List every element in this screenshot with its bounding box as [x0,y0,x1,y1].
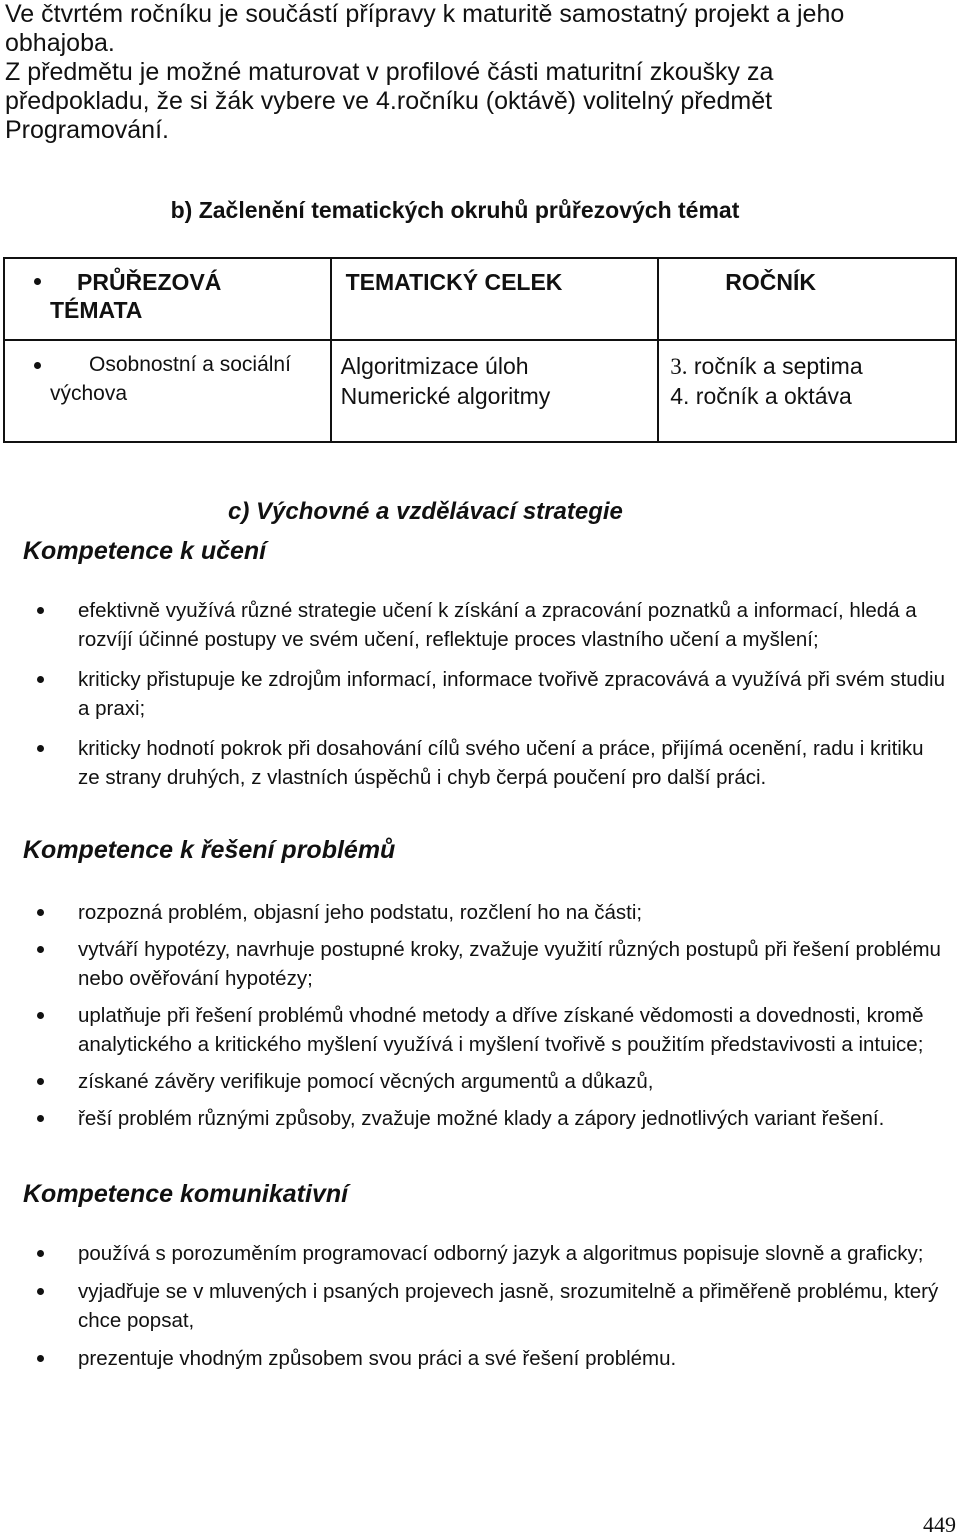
year-line1-number: 3. [670,354,688,379]
bullet-icon [37,607,44,614]
competence-title-communicative: Kompetence komunikativní [23,1180,349,1208]
section-c-title: c) Výchovné a vzdělávací strategie [228,498,623,525]
list-item-text: efektivně využívá různé strategie učení k získání a zpracování poznatků a informací, hledá a rozvíjí účinné postupy ve svém učení, reflektuje proces vlastního učení a myšlení; [78,599,917,651]
list-item-text: řeší problém různými způsoby, zvažuje možné klady a zápory jednotlivých variant řešení. [78,1107,885,1130]
cell-year [658,340,956,442]
page-number: 449 [923,1512,956,1537]
unit-line2: Numerické algoritmy [340,383,551,409]
year-line1 [670,353,862,380]
bullet-icon [37,1288,44,1295]
bullet-icon [37,1355,44,1362]
header-unit-label: TEMATICKÝ CELEK [345,269,563,295]
list-item-text: získané závěry verifikuje pomocí věcných argumentů a důkazů, [78,1070,654,1093]
intro-text [5,0,905,145]
list-item [0,1001,960,1059]
competence-list-learning [0,596,960,792]
list-item [0,596,960,654]
bullet-icon [37,1078,44,1085]
bullet-icon [37,1012,44,1019]
cell-unit [331,340,659,442]
table-header-row [4,258,956,340]
header-topics-line2: TÉMATA [50,297,143,323]
bullet-icon [34,278,41,285]
list-item [0,1239,960,1268]
table-row [4,340,956,442]
header-cell-topics [4,258,331,340]
list-item-text: uplatňuje při řešení problémů vhodné metody a dříve získané vědomosti a dovednosti, kromě analytického a kritického myšlení využívá i myšlení tvořivě s použitím představivosti a intuice; [78,1004,924,1056]
list-item-text: vytváří hypotézy, navrhuje postupné kroky, zvažuje využití různých postupů při řešení problému nebo ověřování hypotézy; [78,938,941,990]
competence-title-learning: Kompetence k učení [23,537,267,565]
bullet-icon [37,676,44,683]
list-item [0,1277,960,1335]
competence-title-problem-solving: Kompetence k řešení problémů [23,836,396,864]
list-item [0,935,960,993]
list-item-text: kriticky přistupuje ke zdrojům informací, informace tvořivě zpracovává a využívá při svém studiu a praxi; [78,668,946,720]
header-topics-line1: PRŮŘEZOVÁ [77,269,222,295]
list-item-text: používá s porozuměním programovací odborný jazyk a algoritmus popisuje slovně a graficky; [78,1242,924,1265]
bullet-icon [37,1250,44,1257]
cell-topic [4,340,331,442]
list-item-text: kriticky hodnotí pokrok při dosahování cílů svého učení a práce, přijímá ocenění, radu i kritiku ze strany druhých, z vlastních úspěchů i chyb čerpá poučení pro další práci. [78,737,924,789]
intro-paragraph-1: Ve čtvrtém ročníku je součástí přípravy k maturitě samostatný projekt a jeho obhajoba. [5,0,845,57]
bullet-icon [37,745,44,752]
bullet-icon [37,909,44,916]
header-cell-year [658,258,956,340]
topic-line2: výchova [50,382,128,405]
topic-line1: Osobnostní a sociální [89,353,291,376]
list-item [0,1344,960,1373]
bullet-icon [37,1115,44,1122]
list-item-text: prezentuje vhodným způsobem svou práci a své řešení problému. [78,1347,677,1370]
section-b-title: b) Začlenění tematických okruhů průřezových témat [170,197,740,223]
header-cell-unit [331,258,659,340]
year-line1-text: ročník a septima [687,353,863,379]
intro-paragraph-2: Z předmětu je možné maturovat v profilové části maturitní zkoušky za předpokladu, že si žák vybere ve 4.ročníku (oktávě) volitelný předmět Programování. [5,58,774,144]
list-item [0,1067,960,1096]
list-item-text: vyjadřuje se v mluvených i psaných projevech jasně, srozumitelně a přiměřeně problému, který chce popsat, [78,1280,939,1332]
list-item [0,734,960,792]
list-item [0,665,960,723]
cross-curricular-table [3,257,957,443]
competence-list-problem-solving [0,898,960,1133]
list-item [0,898,960,927]
list-item-text: rozpozná problém, objasní jeho podstatu, rozčlení ho na části; [78,901,643,924]
section-b-heading [0,197,960,224]
unit-line1: Algoritmizace úloh [340,353,529,379]
header-year-label: ROČNÍK [725,269,816,295]
year-line2: 4. ročník a oktáva [670,383,852,409]
bullet-icon [34,362,41,369]
competence-list-communicative [0,1239,960,1373]
bullet-icon [37,946,44,953]
list-item [0,1104,960,1133]
